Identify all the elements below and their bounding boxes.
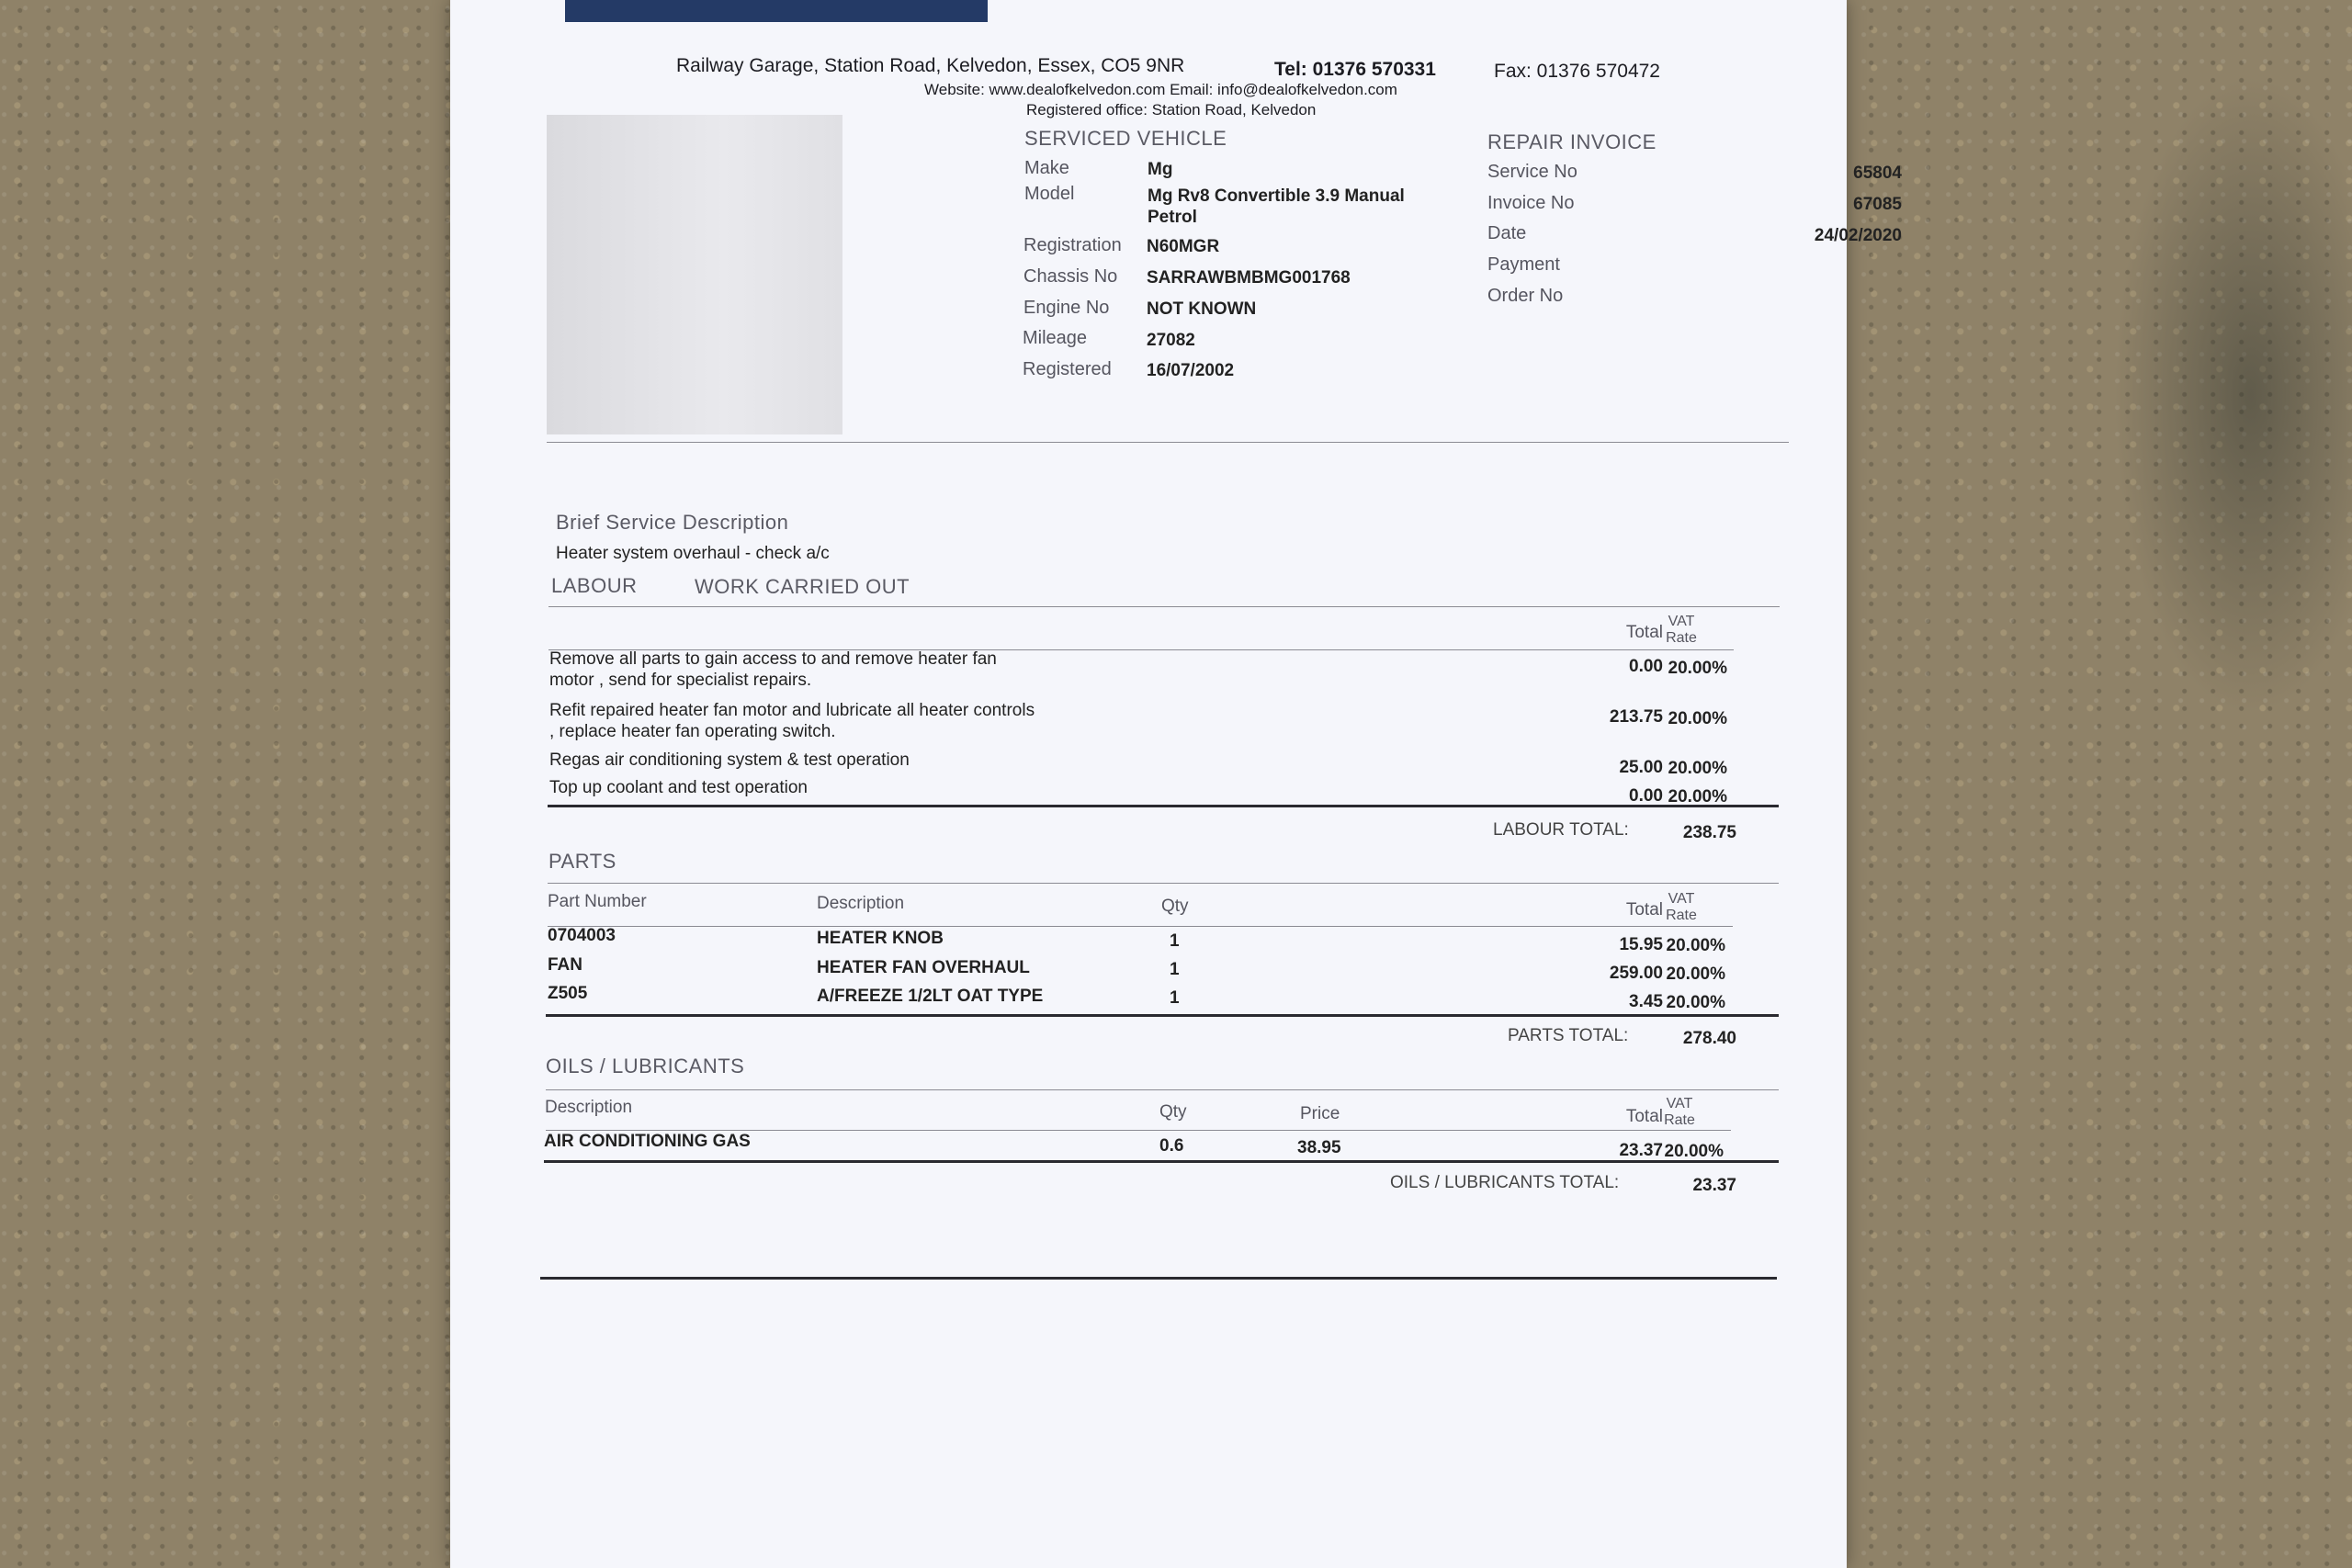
parts-heading: PARTS [548, 850, 616, 873]
labour-row-vat: 20.00% [1668, 659, 1727, 678]
labour-row-vat: 20.00% [1668, 709, 1727, 728]
labour-heading: LABOUR [551, 574, 638, 597]
parts-row-total: 15.95 [1619, 935, 1663, 954]
labour-total-label: LABOUR TOTAL: [1493, 820, 1629, 840]
labour-row-total: 0.00 [1629, 786, 1663, 806]
labour-row-desc: Refit repaired heater fan motor and lubricate all heater controls [549, 701, 1035, 720]
brief-service-text: Heater system overhaul - check a/c [556, 544, 830, 563]
parts-row-vat: 20.00% [1666, 964, 1725, 984]
parts-col-total: Total [1625, 900, 1663, 919]
parts-bottom-rule [546, 1014, 1779, 1017]
registered-office: Registered office: Station Road, Kelvedon [1026, 101, 1317, 118]
parts-row-part: 0704003 [548, 926, 616, 945]
parts-column-rule [548, 926, 1733, 927]
service-no-value: 65804 [1853, 164, 1902, 183]
parts-total-value: 278.40 [1682, 1029, 1736, 1048]
labour-row-total: 25.00 [1619, 758, 1663, 777]
make-value: Mg [1148, 160, 1173, 179]
model-value-line2: Petrol [1148, 208, 1197, 227]
registered-label: Registered [1023, 359, 1112, 379]
registration-label: Registration [1023, 235, 1122, 255]
chassis-value: SARRAWBMBMG001768 [1147, 268, 1351, 288]
engine-value: NOT KNOWN [1147, 299, 1257, 319]
labour-vat-header: VAT Rate [1666, 614, 1697, 646]
parts-row-part: Z505 [548, 984, 588, 1003]
labour-row-desc: Remove all parts to gain access to and remove heater fan [549, 649, 997, 669]
company-fax: Fax: 01376 570472 [1494, 61, 1660, 82]
parts-row-part: FAN [548, 955, 582, 975]
labour-bottom-rule [548, 805, 1779, 807]
company-tel: Tel: 01376 570331 [1274, 59, 1436, 80]
oils-row-vat: 20.00% [1664, 1142, 1724, 1161]
oils-heading: OILS / LUBRICANTS [546, 1055, 745, 1077]
background-stain [2113, 73, 2352, 716]
labour-total-value: 238.75 [1682, 823, 1736, 842]
labour-total-header: Total [1625, 623, 1663, 642]
parts-row-qty: 1 [1170, 931, 1180, 951]
oils-row-total: 23.37 [1619, 1141, 1663, 1160]
oils-col-total: Total [1625, 1107, 1663, 1126]
oils-row-price: 38.95 [1297, 1138, 1341, 1157]
invoice-page [450, 0, 1902, 1568]
oils-vat-header: VAT Rate [1664, 1096, 1695, 1128]
oils-bottom-rule [544, 1160, 1779, 1163]
parts-row-vat: 20.00% [1666, 993, 1725, 1012]
parts-row-vat: 20.00% [1666, 936, 1725, 955]
oils-column-rule [546, 1130, 1731, 1131]
order-no-label: Order No [1487, 286, 1564, 306]
labour-row-vat: 20.00% [1668, 759, 1727, 778]
company-website-email: Website: www.dealofkelvedon.com Email: info@dealofkelvedon.com [924, 81, 1397, 98]
model-value: Mg Rv8 Convertible 3.9 Manual [1148, 186, 1405, 206]
labour-row-total: 213.75 [1609, 707, 1663, 727]
header-divider [547, 442, 1789, 443]
labour-row-vat: 20.00% [1668, 787, 1727, 807]
company-address: Railway Garage, Station Road, Kelvedon, Essex, CO5 9NR [676, 55, 1185, 76]
labour-heading-rule [548, 606, 1780, 607]
mileage-label: Mileage [1023, 328, 1088, 348]
oils-heading-rule [546, 1089, 1779, 1090]
labour-row-desc: Regas air conditioning system & test operation [549, 750, 910, 770]
chassis-label: Chassis No [1023, 266, 1118, 287]
oils-col-description: Description [545, 1098, 633, 1117]
parts-row-qty: 1 [1170, 988, 1180, 1008]
parts-row-total: 259.00 [1609, 964, 1663, 983]
payment-label: Payment [1487, 254, 1560, 275]
repair-invoice-heading: REPAIR INVOICE [1487, 130, 1657, 153]
parts-row-total: 3.45 [1629, 992, 1663, 1011]
labour-row-desc-line2: , replace heater fan operating switch. [549, 722, 836, 741]
oils-row-qty: 0.6 [1159, 1136, 1184, 1156]
parts-vat-header: VAT Rate [1666, 891, 1697, 923]
oils-total-label: OILS / LUBRICANTS TOTAL: [1390, 1173, 1620, 1192]
parts-heading-rule [548, 883, 1779, 884]
mileage-value: 27082 [1147, 331, 1195, 350]
serviced-vehicle-heading: SERVICED VEHICLE [1024, 127, 1227, 150]
date-value: 24/02/2020 [1814, 226, 1902, 245]
oils-total-value: 23.37 [1692, 1176, 1736, 1195]
work-carried-out-heading: WORK CARRIED OUT [695, 575, 910, 598]
labour-row-desc: Top up coolant and test operation [549, 778, 808, 797]
brief-service-heading: Brief Service Description [556, 511, 789, 534]
oils-row-desc: AIR CONDITIONING GAS [544, 1132, 751, 1151]
parts-col-qty: Qty [1161, 897, 1189, 916]
registration-value: N60MGR [1147, 237, 1220, 256]
oils-col-qty: Qty [1159, 1102, 1187, 1122]
parts-row-desc: HEATER KNOB [817, 929, 944, 948]
labour-row-total: 0.00 [1629, 657, 1663, 676]
parts-row-desc: HEATER FAN OVERHAUL [817, 958, 1030, 977]
oils-col-price: Price [1300, 1104, 1340, 1123]
model-label: Model [1024, 184, 1075, 204]
footer-rule [540, 1277, 1777, 1280]
labour-row-desc-line2: motor , send for specialist repairs. [549, 671, 812, 690]
registered-value: 16/07/2002 [1147, 361, 1235, 380]
date-label: Date [1487, 223, 1527, 243]
invoice-no-label: Invoice No [1487, 193, 1575, 213]
redacted-customer-block [547, 115, 842, 434]
parts-col-part-number: Part Number [548, 892, 647, 911]
engine-label: Engine No [1023, 298, 1110, 318]
make-label: Make [1024, 158, 1069, 178]
invoice-no-value: 67085 [1853, 195, 1902, 214]
service-no-label: Service No [1487, 162, 1577, 182]
company-logo-banner [565, 0, 988, 22]
parts-total-label: PARTS TOTAL: [1508, 1026, 1629, 1045]
parts-row-desc: A/FREEZE 1/2LT OAT TYPE [817, 987, 1044, 1006]
parts-row-qty: 1 [1170, 960, 1180, 979]
parts-col-description: Description [817, 894, 905, 913]
